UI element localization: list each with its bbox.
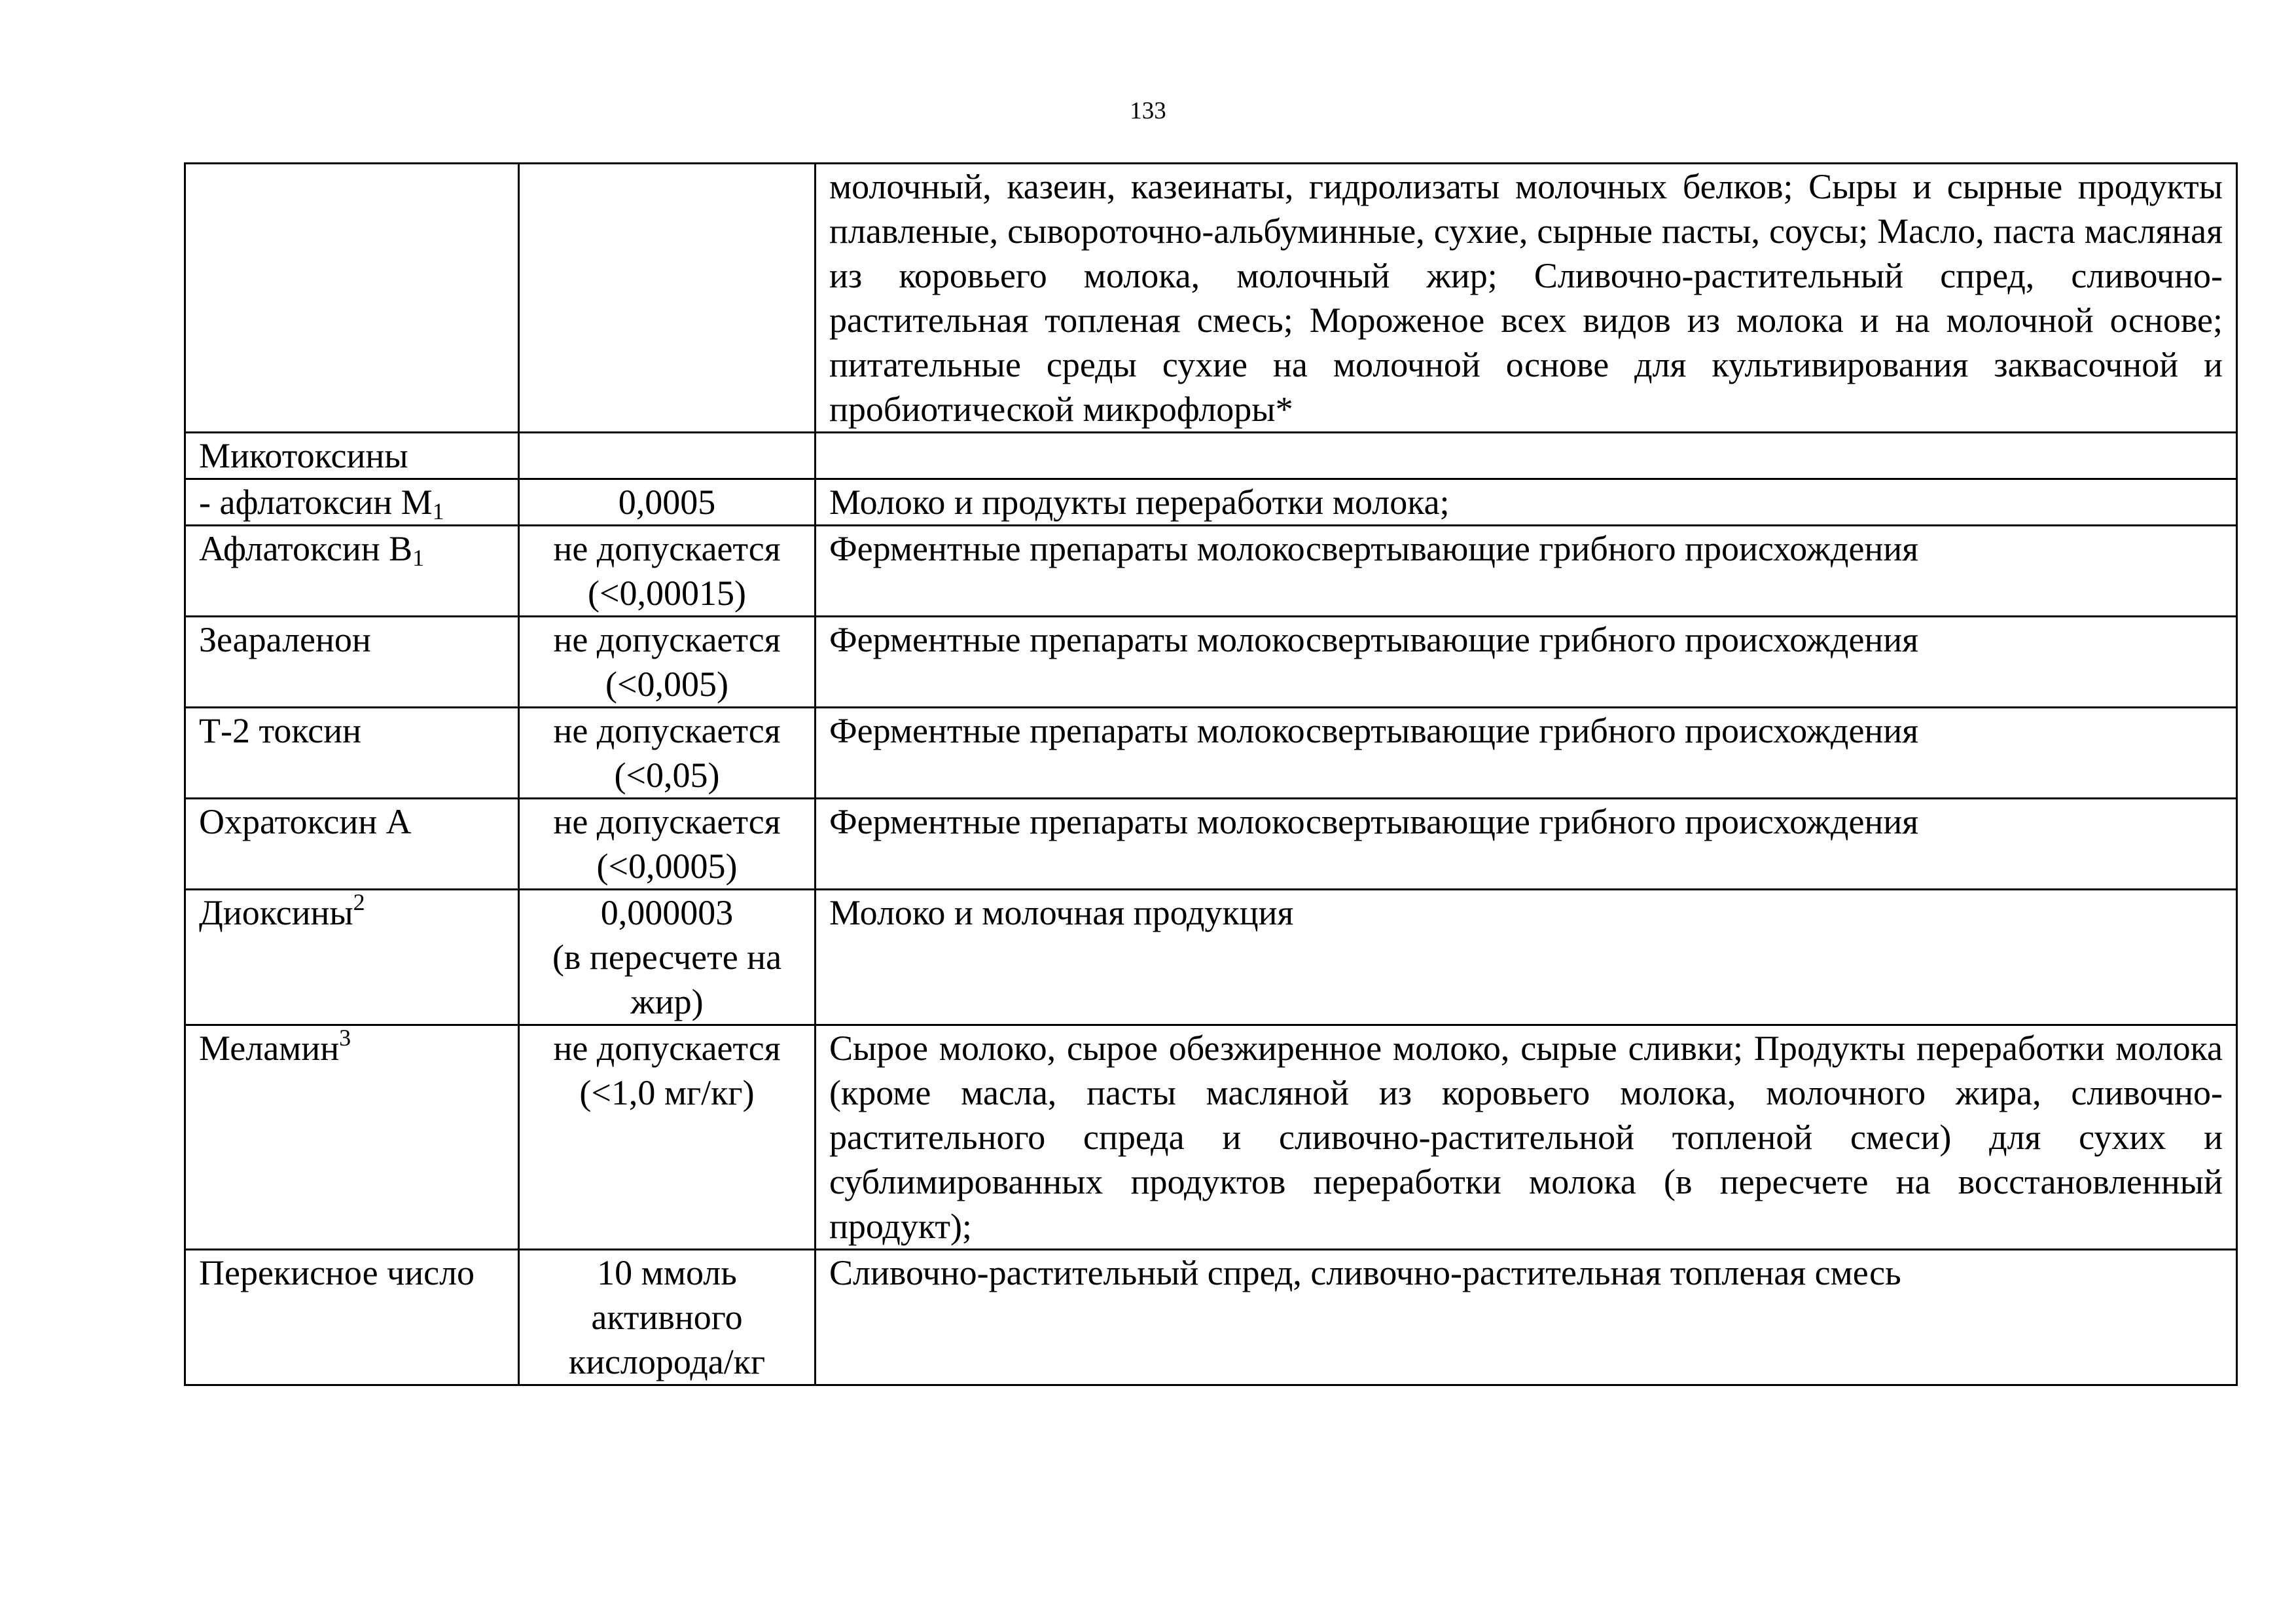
level-line: (<1,0 мг/кг) [579, 1073, 755, 1112]
table-row [185, 1025, 2237, 1250]
level-cell [519, 479, 816, 526]
indicator-label: Охратоксин А [199, 802, 412, 841]
table-row [185, 1250, 2237, 1385]
level-line: не допускается [553, 620, 781, 659]
products-cell: Сырое молоко, сырое обезжиренное молоко, сырые сливки; Продукты переработки молока (кроме масла, пасты масляной из коровьего молока, молочного жира, сливочно-растительного спреда и сливочно-растительной топленой смеси) для сухих и сублимированных продуктов переработки молока (в пересчете на восстановленный продукт); [816, 1025, 2237, 1250]
indicator-label: Диоксины [199, 893, 353, 932]
indicator-label: Афлатоксин В [199, 529, 413, 568]
indicator-cell [185, 433, 519, 479]
level-cell [519, 1250, 816, 1385]
table-row [185, 433, 2237, 479]
requirements-table [184, 162, 2238, 1386]
level-cell [519, 164, 816, 433]
level-line: не допускается [553, 802, 781, 841]
indicator-subscript: 1 [432, 498, 444, 524]
level-line: 10 ммоль [597, 1253, 737, 1292]
table-row [185, 617, 2237, 708]
indicator-cell [185, 164, 519, 433]
indicator-cell [185, 1250, 519, 1385]
products-cell: Сливочно-растительный спред, сливочно-растительная топленая смесь [816, 1250, 2237, 1385]
level-line: активного [591, 1298, 743, 1337]
table-row [185, 479, 2237, 526]
indicator-cell [185, 479, 519, 526]
products-cell: Ферментные препараты молокосвертывающие грибного происхождения [816, 526, 2237, 617]
level-cell [519, 799, 816, 890]
indicator-cell [185, 617, 519, 708]
indicator-subscript: 1 [412, 545, 425, 571]
indicator-cell [185, 1025, 519, 1250]
level-cell [519, 526, 816, 617]
level-line: (в пересчете на [552, 938, 782, 977]
level-line: (<0,005) [605, 665, 728, 704]
level-line: не допускается [553, 711, 781, 750]
page-number: 133 [1130, 98, 1166, 124]
indicator-label: Перекисное число [199, 1253, 475, 1292]
table-row [185, 526, 2237, 617]
products-cell: Молоко и молочная продукция [816, 890, 2237, 1025]
level-line: не допускается [553, 1029, 781, 1068]
level-line: 0,000003 [600, 893, 734, 932]
level-line: жир) [630, 982, 704, 1021]
products-cell: Ферментные препараты молокосвертывающие грибного происхождения [816, 799, 2237, 890]
indicator-label: Зеараленон [199, 620, 371, 659]
indicator-cell [185, 890, 519, 1025]
level-cell [519, 1025, 816, 1250]
level-cell [519, 890, 816, 1025]
level-line: не допускается [553, 529, 781, 568]
products-cell: Молоко и продукты переработки молока; [816, 479, 2237, 526]
level-line: (<0,0005) [596, 847, 738, 886]
indicator-superscript: 2 [353, 889, 365, 915]
indicator-cell [185, 799, 519, 890]
level-line: кислорода/кг [568, 1342, 766, 1381]
level-line: (<0,05) [614, 756, 720, 795]
level-cell [519, 708, 816, 799]
level-cell [519, 433, 816, 479]
indicator-label: Микотоксины [199, 436, 408, 475]
table-row [185, 890, 2237, 1025]
products-cell: Ферментные препараты молокосвертывающие грибного происхождения [816, 708, 2237, 799]
table-row [185, 799, 2237, 890]
indicator-superscript: 3 [339, 1025, 351, 1051]
products-cell: Ферментные препараты молокосвертывающие грибного происхождения [816, 617, 2237, 708]
table-row [185, 708, 2237, 799]
products-cell: молочный, казеин, казеинаты, гидролизаты молочных белков; Сыры и сырные продукты плавленые, сывороточно-альбуминные, сухие, сырные пасты, соусы; Масло, паста масляная из коровьего молока, молочный жир; Сливочно-растительный спред, сливочно-растительная топленая смесь; Мороженое всех видов из молока и на молочной основе; питательные среды сухие на молочной основе для культивирования заквасочной и пробиотической микрофлоры* [816, 164, 2237, 433]
products-cell [816, 433, 2237, 479]
indicator-label: Т-2 токсин [199, 711, 362, 750]
indicator-label: - афлатоксин М [199, 483, 433, 522]
indicator-cell [185, 526, 519, 617]
level-line: (<0,00015) [588, 574, 746, 613]
indicator-cell [185, 708, 519, 799]
indicator-label: Меламин [199, 1029, 340, 1068]
level-cell [519, 617, 816, 708]
table-row [185, 164, 2237, 433]
level-line: 0,0005 [618, 483, 716, 522]
